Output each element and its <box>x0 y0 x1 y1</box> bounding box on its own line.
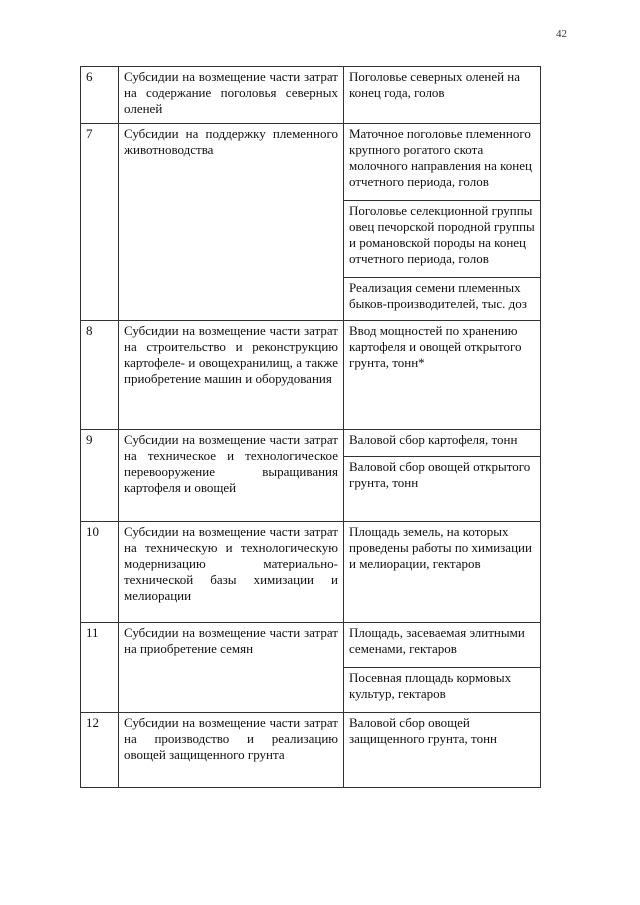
table-row <box>81 321 541 430</box>
subsidy-table <box>80 66 541 788</box>
indicator-cell: Валовой сбор картофеля, тонн <box>344 430 541 457</box>
subsidy-name: Субсидии на возмещение части затрат на техническую и технологическую модернизацию материально-технической базы химизации и мелиорации <box>119 522 344 623</box>
subsidy-name: Субсидии на поддержку племенного животноводства <box>119 124 344 321</box>
indicator-cell: Маточное поголовье племенного крупного рогатого скота молочного направления на конец отчетного периода, голов <box>344 124 541 201</box>
row-number: 7 <box>81 124 119 321</box>
indicator-cell: Валовой сбор овощей защищенного грунта, тонн <box>344 713 541 788</box>
indicator-cell: Площадь, засеваемая элитными семенами, гектаров <box>344 623 541 668</box>
indicator-cell: Поголовье северных оленей на конец года, голов <box>344 67 541 124</box>
row-number: 8 <box>81 321 119 430</box>
table-row <box>81 713 541 788</box>
row-number: 9 <box>81 430 119 522</box>
subsidy-name: Субсидии на возмещение части затрат на техническое и технологическое перевооружение выращивания картофеля и овощей <box>119 430 344 522</box>
subsidy-name: Субсидии на возмещение части затрат на строительство и реконструкцию картофеле- и овощехранилищ, а также приобретение машин и оборудования <box>119 321 344 430</box>
table-row <box>81 67 541 124</box>
indicator-cell: Поголовье селекционной группы овец печорской породной группы и романовской породы на конец отчетного периода, голов <box>344 201 541 278</box>
indicator-cell: Валовой сбор овощей открытого грунта, тонн <box>344 457 541 522</box>
row-number: 10 <box>81 522 119 623</box>
row-number: 6 <box>81 67 119 124</box>
subsidy-name: Субсидии на возмещение части затрат на содержание поголовья северных оленей <box>119 67 344 124</box>
table-row <box>81 522 541 623</box>
indicator-cell: Реализация семени племенных быков-производителей, тыс. доз <box>344 278 541 321</box>
table-row <box>81 623 541 668</box>
subsidy-name: Субсидии на возмещение части затрат на производство и реализацию овощей защищенного грунта <box>119 713 344 788</box>
page-number: 42 <box>556 28 567 40</box>
subsidy-name: Субсидии на возмещение части затрат на приобретение семян <box>119 623 344 713</box>
row-number: 11 <box>81 623 119 713</box>
indicator-cell: Посевная площадь кормовых культур, гектаров <box>344 668 541 713</box>
row-number: 12 <box>81 713 119 788</box>
indicator-cell: Ввод мощностей по хранению картофеля и овощей открытого грунта, тонн* <box>344 321 541 430</box>
table-row <box>81 124 541 201</box>
indicator-cell: Площадь земель, на которых проведены работы по химизации и мелиорации, гектаров <box>344 522 541 623</box>
table-row <box>81 430 541 457</box>
